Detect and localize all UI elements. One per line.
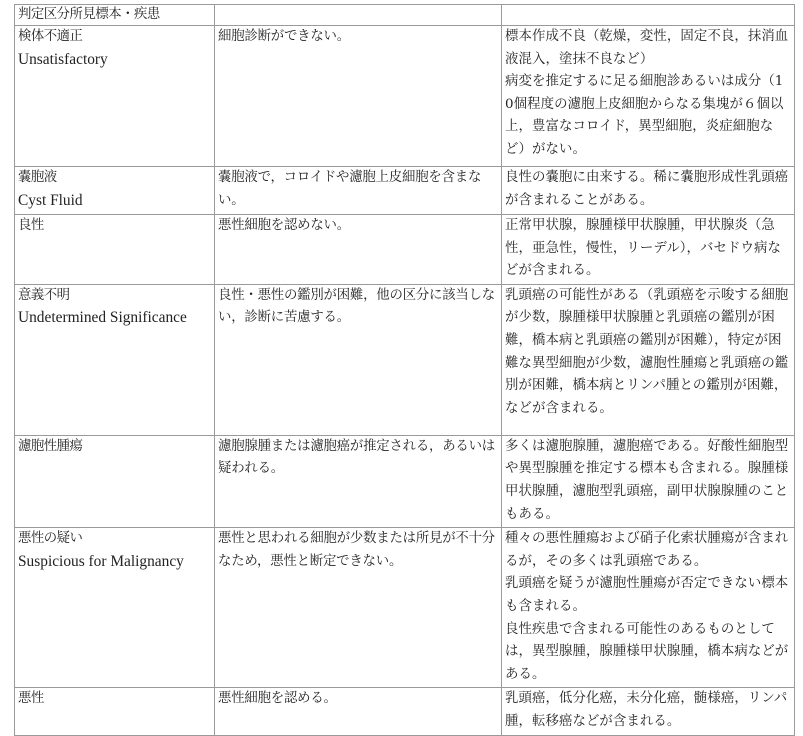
- category-ja: 検体不適正: [18, 29, 83, 44]
- category-cell: [15, 284, 215, 435]
- notes-text: 乳頭癌の可能性がある（乳頭癌を示唆する細胞が少数，腺腫様甲状腺腫と乳頭癌の鑑別が困難，橋本病と乳頭癌の鑑別が困難），特定が困難な異型細胞が少数，濾胞性腫瘍と乳頭癌の鑑別が困難，橋本病とリンパ腫との鑑別が困難，などが含まれる。: [505, 287, 789, 416]
- category-cell: [15, 528, 215, 688]
- table-row: [15, 528, 795, 688]
- notes-text: 良性疾患で含まれる可能性のあるものとしては，異型腺腫，腺腫様甲状腺腫，橋本病などがある。: [505, 621, 789, 682]
- notes-cell: [502, 215, 795, 285]
- finding-text: 悪性細胞を認めない。: [218, 218, 350, 233]
- header-notes: [502, 5, 795, 26]
- header-row: [15, 5, 795, 26]
- notes-cell: [502, 528, 795, 688]
- notes-text: 乳頭癌，低分化癌，未分化癌，髄様癌，リンパ腫，転移癌などが含まれる。: [505, 691, 788, 729]
- notes-cell: [502, 167, 795, 215]
- notes-text: 良性の嚢胞に由来する。稀に嚢胞形成性乳頭癌が含まれることがある。: [505, 170, 789, 208]
- category-cell: [15, 167, 215, 215]
- finding-cell: [215, 435, 502, 527]
- notes-cell: [502, 26, 795, 167]
- category-en: Suspicious for Malignancy: [18, 552, 184, 570]
- category-ja: 悪性の疑い: [18, 531, 83, 547]
- category-ja: 良性: [18, 218, 44, 233]
- category-ja: 悪性: [18, 691, 44, 707]
- notes-cell: [502, 688, 795, 735]
- table-row: [15, 26, 795, 167]
- category-ja: 嚢胞液: [18, 170, 57, 185]
- finding-text: 悪性細胞を認める。: [218, 691, 337, 707]
- finding-cell: [215, 284, 502, 435]
- finding-text: 悪性と思われる細胞が少数または所見が不十分なため，悪性と断定できない。: [218, 531, 496, 569]
- finding-cell: [215, 167, 502, 215]
- category-ja: 濾胞性腫瘍: [18, 438, 83, 454]
- category-cell: [15, 215, 215, 285]
- category-cell: [15, 688, 215, 735]
- finding-text: 嚢胞液で，コロイドや濾胞上皮細胞を含まない。: [218, 170, 482, 208]
- table-row: [15, 284, 795, 435]
- table-row: [15, 435, 795, 527]
- notes-text: 種々の悪性腫瘍および硝子化索状腫瘍が含まれるが，その多くは乳頭癌である。: [505, 531, 789, 569]
- classification-table: [14, 4, 795, 736]
- finding-cell: [215, 215, 502, 285]
- category-cell: [15, 26, 215, 167]
- notes-text: 多くは濾胞腺腫，濾胞癌である。好酸性細胞型や異型腺腫を推定する標本も含まれる。腺腫様甲状腺腫，濾胞型乳頭癌，副甲状腺腺腫のこともある。: [505, 438, 789, 522]
- notes-cell: [502, 435, 795, 527]
- finding-text: 良性・悪性の鑑別が困難，他の区分に該当しない，診断に苦慮する。: [218, 287, 496, 326]
- table-row: [15, 215, 795, 285]
- category-cell: [15, 435, 215, 527]
- finding-cell: [215, 528, 502, 688]
- notes-text: 乳頭癌を疑うが濾胞性腫瘍が否定できない標本も含まれる。: [505, 576, 789, 614]
- table-row: [15, 688, 795, 735]
- notes-text: 標本作成不良（乾燥，変性，固定不良，抹消血液混入，塗抹不良など）: [505, 29, 789, 67]
- finding-text: 濾胞腺腫または濾胞癌が推定される，あるいは疑われる。: [218, 438, 496, 477]
- category-en: Cyst Fluid: [18, 191, 83, 209]
- category-en: Unsatisfactory: [18, 50, 108, 68]
- header-findings: [215, 5, 502, 26]
- finding-text: 細胞診断ができない。: [218, 29, 350, 44]
- notes-text: 正常甲状腺，腺腫様甲状腺腫，甲状腺炎（急性，亜急性，慢性，リーデル），バセドウ病などが含まれる。: [505, 218, 781, 279]
- notes-text: 病変を推定するに足る細胞診あるいは成分（10個程度の濾胞上皮細胞からなる集塊が６個以上，豊富なコロイド，異型細胞，炎症細胞など）がない。: [505, 74, 784, 157]
- finding-cell: [215, 26, 502, 167]
- category-ja: 意義不明: [18, 287, 70, 303]
- header-category: 判定区分所見標本・疾患: [15, 5, 215, 26]
- category-en: Undetermined Significance: [18, 309, 187, 327]
- finding-cell: [215, 688, 502, 735]
- table-row: [15, 167, 795, 215]
- notes-cell: [502, 284, 795, 435]
